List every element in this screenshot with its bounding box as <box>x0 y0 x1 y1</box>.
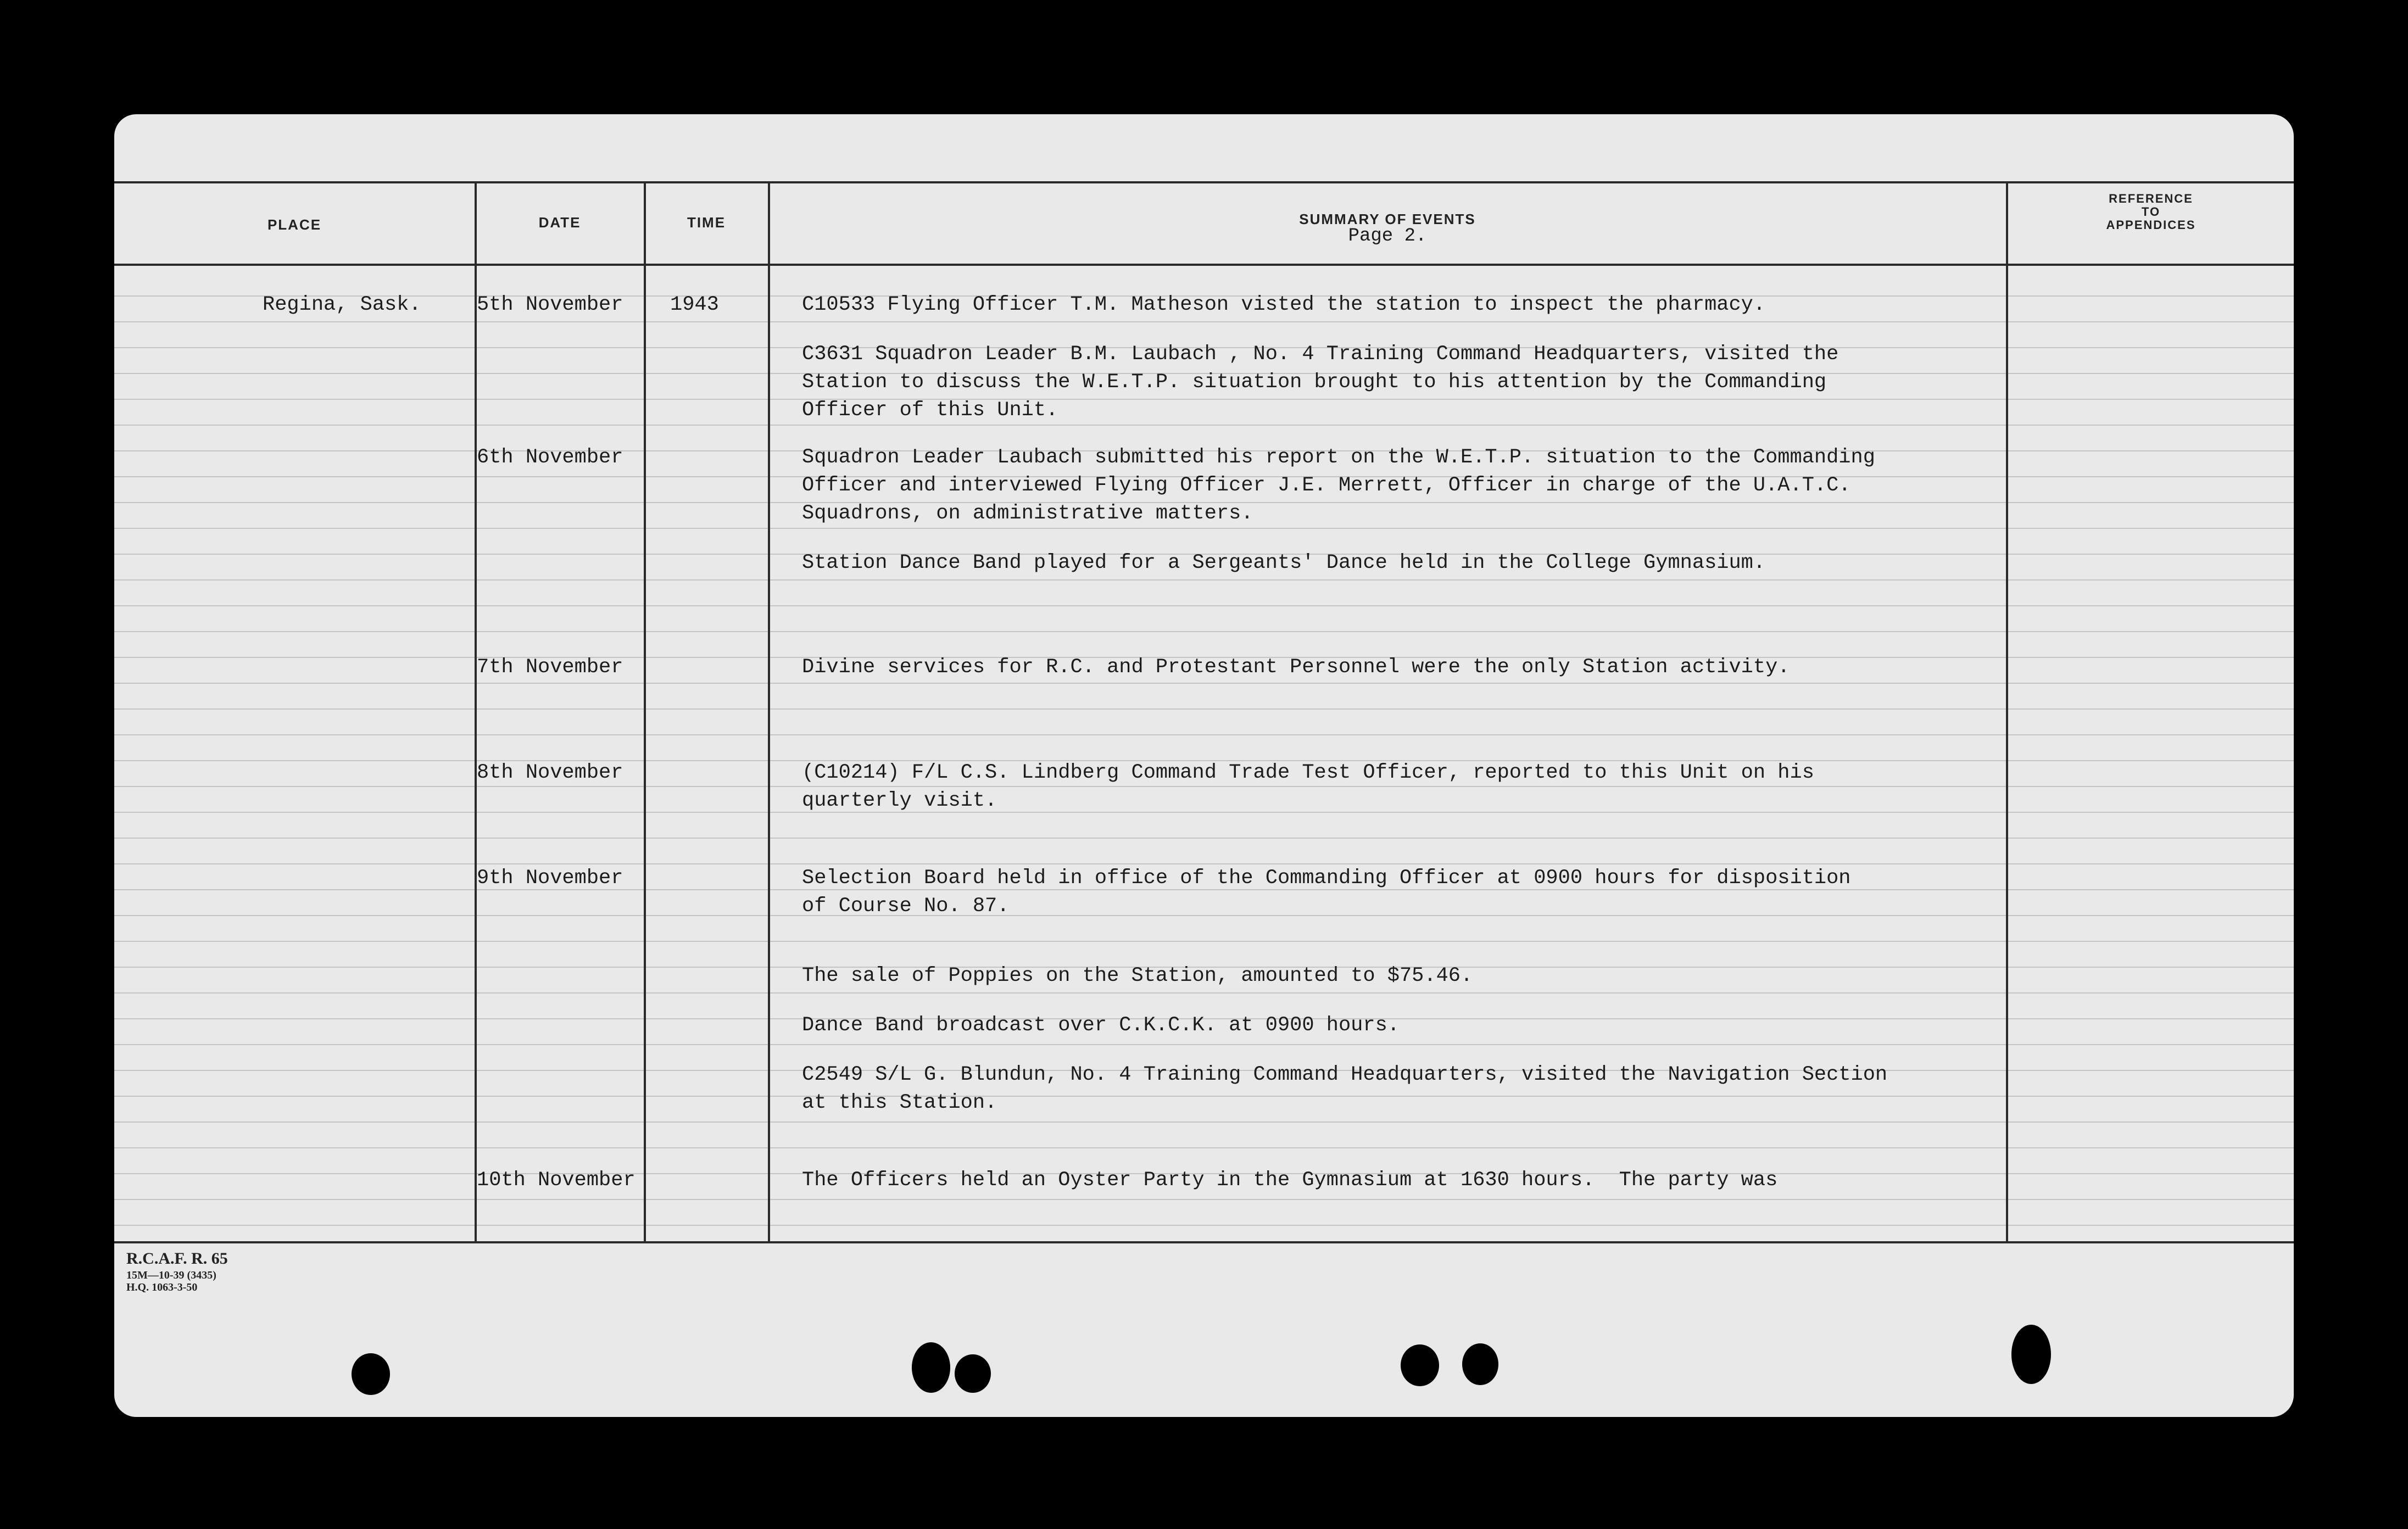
ruled-line <box>114 321 2294 322</box>
divider-date-time <box>644 181 646 1243</box>
punch-hole <box>1462 1343 1498 1385</box>
ruled-line <box>114 605 2294 606</box>
ruled-line <box>114 528 2294 529</box>
entry-date: 5th November <box>477 293 623 316</box>
ruled-line <box>114 683 2294 684</box>
header-reference: REFERENCE TO APPENDICES <box>2106 192 2196 232</box>
ruled-line <box>114 631 2294 632</box>
header-bottom-rule <box>114 264 2294 266</box>
punch-hole <box>955 1354 991 1393</box>
ruled-line <box>114 425 2294 426</box>
ruled-line <box>114 1147 2294 1148</box>
entry-date: 7th November <box>477 656 623 679</box>
ruled-line <box>114 1199 2294 1200</box>
header-top-rule <box>114 181 2294 183</box>
place-value: Regina, Sask. <box>263 293 421 316</box>
divider-time-summary <box>768 181 770 1243</box>
entry-date: 9th November <box>477 867 623 890</box>
divider-summary-reference <box>2006 181 2008 1243</box>
ruled-line <box>114 838 2294 839</box>
entry-text: Divine services for R.C. and Protestant Personnel were the only Station activity. <box>802 656 1790 679</box>
page-number: Page 2. <box>1348 226 1427 247</box>
ruled-line <box>114 1225 2294 1226</box>
header-place: PLACE <box>267 216 322 233</box>
diary-form-card <box>114 114 2294 1417</box>
ruled-line <box>114 734 2294 735</box>
form-print-code: 15M—10-39 (3435) <box>126 1269 216 1281</box>
ruled-line <box>114 1044 2294 1045</box>
entry-date: 8th November <box>477 761 623 784</box>
entry-date: 6th November <box>477 446 623 469</box>
ruled-line <box>114 992 2294 994</box>
entry-text: Selection Board held in office of the Commanding Officer at 0900 hours for disposition of Course No. 87. <box>802 867 1851 918</box>
entry-text: The sale of Poppies on the Station, amounted to $75.46. <box>802 964 1473 987</box>
entry-text: (C10214) F/L C.S. Lindberg Command Trade Test Officer, reported to this Unit on his quarterly visit. <box>802 761 1814 812</box>
entry-text: C3631 Squadron Leader B.M. Laubach , No. 4 Training Command Headquarters, visited the Station to discuss the W.E.T.P. situation brought to his attention by the Commanding Officer of this Unit. <box>802 343 1839 422</box>
entry-date: 10th November <box>477 1169 636 1192</box>
footer-rule <box>114 1241 2294 1243</box>
punch-hole <box>352 1353 390 1395</box>
header-summary: SUMMARY OF EVENTS <box>1299 211 1476 227</box>
entry-text: Dance Band broadcast over C.K.C.K. at 0900 hours. <box>802 1014 1400 1037</box>
ruled-line <box>114 941 2294 942</box>
header-date: DATE <box>538 214 581 231</box>
ruled-line <box>114 579 2294 581</box>
header-time: TIME <box>687 214 726 231</box>
entry-text: C10533 Flying Officer T.M. Matheson visted the station to inspect the pharmacy. <box>802 293 1766 316</box>
form-hq-code: H.Q. 1063-3-50 <box>126 1281 198 1293</box>
divider-place-date <box>475 181 477 1243</box>
punch-hole <box>1401 1344 1439 1386</box>
form-number: R.C.A.F. R. 65 <box>126 1249 228 1268</box>
entry-text: C2549 S/L G. Blundun, No. 4 Training Command Headquarters, visited the Navigation Section at this Station. <box>802 1063 1888 1114</box>
punch-hole <box>912 1342 950 1393</box>
entry-text: Station Dance Band played for a Sergeants' Dance held in the College Gymnasium. <box>802 551 1766 574</box>
entry-text: The Officers held an Oyster Party in the Gymnasium at 1630 hours. The party was <box>802 1169 1778 1192</box>
ruled-line <box>114 1121 2294 1123</box>
entry-text: Squadron Leader Laubach submitted his report on the W.E.T.P. situation to the Commanding Officer and interviewed Flying Officer J.E. Merrett, Officer in charge of the U.A.T.C. Squadrons, on administrative matters. <box>802 446 1875 525</box>
time-value: 1943 <box>670 293 719 316</box>
punch-hole <box>2011 1325 2051 1384</box>
ruled-line <box>114 708 2294 710</box>
